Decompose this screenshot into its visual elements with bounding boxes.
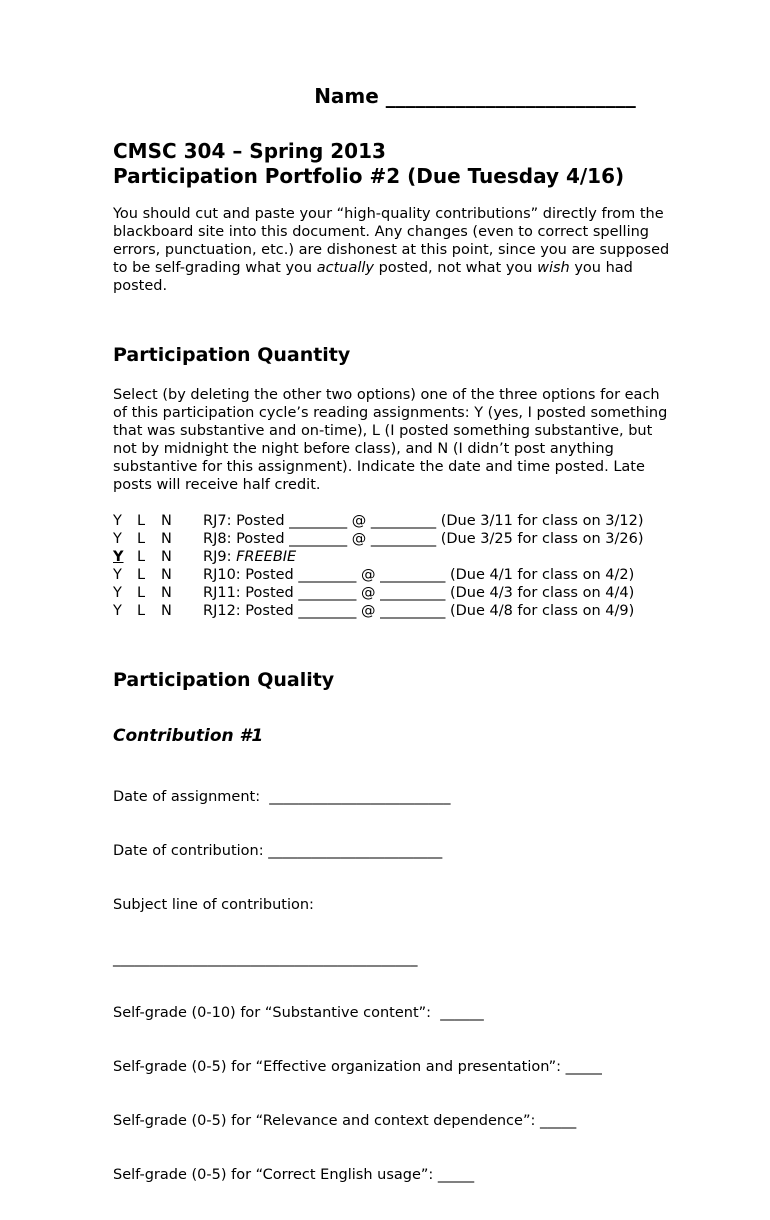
subject-line-label: Subject line of contribution: <box>113 897 314 913</box>
name-field-line <box>0 84 770 108</box>
freebie-label: FREEBIE <box>236 549 297 565</box>
assignment-text: RJ11: Posted ________ @ _________ (Due 4/3 for class on 4/4) <box>203 585 635 601</box>
assignment-text: RJ7: Posted ________ @ _________ (Due 3/11 for class on 3/12) <box>203 513 644 529</box>
option-l: L <box>137 603 146 619</box>
quantity-heading: Participation Quantity <box>113 344 351 366</box>
intro-emphasis-wish: wish <box>537 260 570 276</box>
quality-heading: Participation Quality <box>113 669 335 691</box>
assignment-text: RJ8: Posted ________ @ _________ (Due 3/25 for class on 3/26) <box>203 531 644 547</box>
option-n: N <box>161 567 172 583</box>
intro-text-2: posted, not what you <box>373 260 538 276</box>
option-l: L <box>137 567 146 583</box>
option-y-selected: Y <box>113 549 124 565</box>
option-n: N <box>161 513 172 529</box>
assignment-title: Participation Portfolio #2 (Due Tuesday 4/16) <box>113 164 625 188</box>
grade-relevance-line: Self-grade (0-5) for “Relevance and context dependence”: _____ <box>113 1113 577 1129</box>
quantity-description: Select (by deleting the other two options) one of the three options for each of this participation cycle’s reading assignments: Y (yes, I posted something that was substantive and on-time), L (I posted something substantive, but not by midnight the night before class), and N (I didn’t post anything substantive for this assignment). Indicate the date and time posted. Late posts will receive half credit. <box>113 387 668 493</box>
grade-organization-line: Self-grade (0-5) for “Effective organization and presentation”: _____ <box>113 1059 602 1075</box>
option-l: L <box>137 513 146 529</box>
option-n: N <box>161 531 172 547</box>
option-y: Y <box>113 585 122 601</box>
date-of-assignment-line: Date of assignment: _________________________ <box>113 789 451 805</box>
intro-text-1: You should cut and paste your “high-quality contributions” directly from the blackboard site into this document. Any changes (even to correct spelling errors, punctuation, etc.) are dishonest at this point, since you are supposed to be self-grading what you <box>113 206 670 276</box>
grade-substantive-line: Self-grade (0-10) for “Substantive content”: ______ <box>113 1005 484 1021</box>
intro-paragraph <box>113 205 673 295</box>
option-n: N <box>161 603 172 619</box>
option-y: Y <box>113 567 122 583</box>
date-of-contribution-line: Date of contribution: ________________________ <box>113 843 443 859</box>
assignment-row-rj9 <box>113 548 713 566</box>
intro-emphasis-actually: actually <box>316 260 374 276</box>
assignment-row-rj7 <box>113 512 713 530</box>
option-y: Y <box>113 513 122 529</box>
assignment-row-rj12 <box>113 602 713 620</box>
assignment-text: RJ12: Posted ________ @ _________ (Due 4/8 for class on 4/9) <box>203 603 635 619</box>
option-l: L <box>137 549 146 565</box>
option-n: N <box>161 585 172 601</box>
option-l: L <box>137 585 146 601</box>
grade-english-line: Self-grade (0-5) for “Correct English usage”: _____ <box>113 1167 475 1183</box>
contribution-heading: Contribution #1 <box>113 726 264 746</box>
assignment-label: RJ9: <box>203 549 237 565</box>
assignment-text: RJ10: Posted ________ @ _________ (Due 4/1 for class on 4/2) <box>203 567 635 583</box>
assignment-row-rj8 <box>113 530 713 548</box>
option-n: N <box>161 549 172 565</box>
course-title: CMSC 304 – Spring 2013 <box>113 139 386 163</box>
assignment-row-rj11 <box>113 584 713 602</box>
intro-text-3: you had posted. <box>113 260 633 294</box>
assignment-rows <box>113 512 713 620</box>
name-field-label: Name _________________________ <box>314 84 636 108</box>
option-y: Y <box>113 603 122 619</box>
subject-line-blank: __________________________________________ <box>113 951 418 967</box>
assignment-row-rj10 <box>113 566 713 584</box>
option-l: L <box>137 531 146 547</box>
assignment-text <box>203 548 296 566</box>
contribution-form <box>113 752 673 1220</box>
option-y: Y <box>113 531 122 547</box>
course-title-block <box>113 139 624 189</box>
